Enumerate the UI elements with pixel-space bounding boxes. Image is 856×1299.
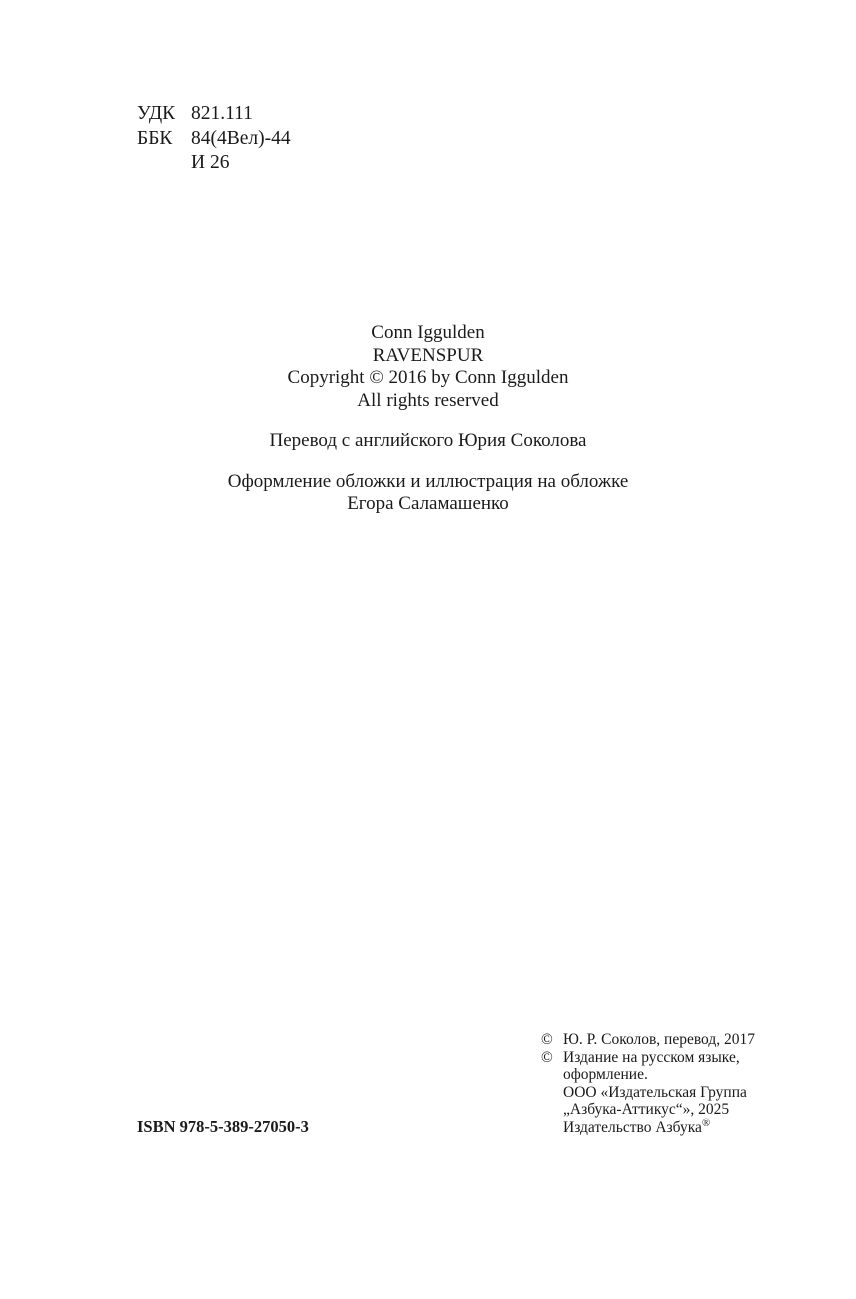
edition-line-5	[563, 1116, 747, 1137]
rights-reserved: All rights reserved	[357, 389, 499, 411]
isbn: ISBN 978-5-389-27050-3	[137, 1117, 309, 1136]
original-copyright: Copyright © 2016 by Conn Iggulden	[287, 367, 569, 388]
edition-line-3: ООО «Издательская Группа	[563, 1083, 747, 1101]
original-title: RAVENSPUR	[372, 344, 484, 366]
copyright-sign: ©	[541, 1031, 553, 1048]
bbk-value: 84(4Вел)-44	[191, 127, 291, 149]
bbk-label: ББК	[137, 127, 173, 149]
edition-copyright-entry	[541, 1049, 755, 1137]
author-sign: И 26	[191, 152, 230, 173]
udk-row	[137, 102, 291, 127]
classification-block	[137, 102, 291, 176]
translation-copyright-entry	[541, 1031, 755, 1049]
spacer	[0, 412, 856, 430]
udk-label: УДК	[137, 103, 176, 124]
copyright-notices	[541, 1031, 755, 1136]
translation-credit: Перевод с английского Юрия Соколова	[269, 430, 587, 451]
registered-mark: ®	[701, 1116, 711, 1129]
cover-design-credit-line2: Егора Саламашенко	[347, 493, 509, 514]
publisher-name: Издательство Азбука	[563, 1118, 702, 1136]
copyright-sign: ©	[541, 1048, 553, 1066]
credits-block	[0, 322, 856, 516]
udk-value: 821.111	[191, 103, 253, 124]
author-sign-row	[137, 151, 291, 176]
translation-copyright-text: Ю. Р. Соколов, перевод, 2017	[563, 1031, 756, 1048]
spacer	[0, 453, 856, 471]
bbk-row	[137, 127, 291, 152]
edition-line-1: Издание на русском языке,	[563, 1048, 740, 1066]
edition-line-2: оформление.	[563, 1066, 648, 1083]
edition-line-4: „Азбука-Аттикус“», 2025	[563, 1101, 730, 1118]
cover-design-credit-line1: Оформление обложки и иллюстрация на обложке	[227, 470, 629, 492]
original-author: Conn Iggulden	[371, 322, 485, 343]
